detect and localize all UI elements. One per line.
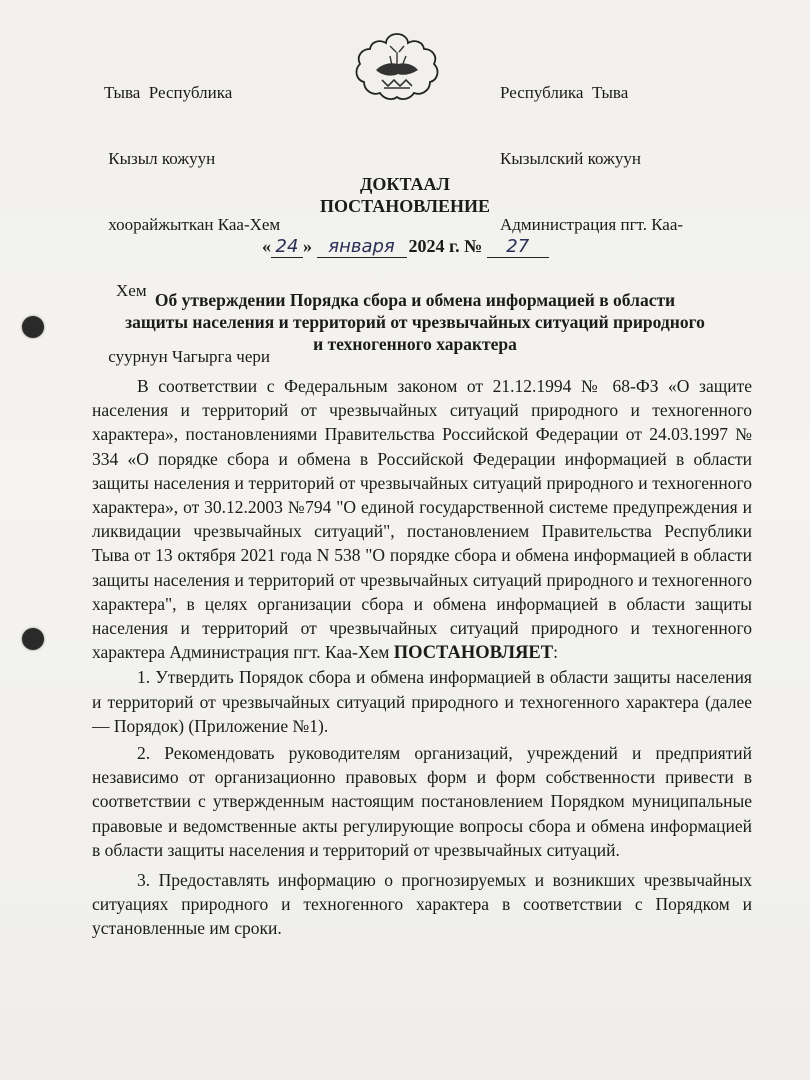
date-day-handwritten: 24	[271, 236, 303, 258]
header-right-line: Республика Тыва	[500, 83, 629, 102]
header-left-line: Кызыл кожуун	[104, 149, 216, 168]
header-left-line: Тыва Республика	[104, 83, 233, 102]
header-left-block	[104, 38, 280, 412]
decree-number-handwritten: 27	[487, 236, 549, 258]
decree-item-3: 3. Предоставлять информацию о прогнозируемых и возникших чрезвычайных ситуациях природного и техногенного характера в соответствии с Порядком и установленные им сроки.	[92, 870, 752, 939]
date-close-quote: »	[303, 236, 312, 256]
subject-line: Об утверждении Порядка сбора и обмена информацией в области	[154, 290, 676, 310]
preamble-paragraph	[92, 374, 752, 665]
document-title-russian: ПОСТАНОВЛЕНИЕ	[319, 196, 491, 216]
header-right-line: Кызылский кожуун	[500, 149, 641, 168]
header-left-line: хоорайжыткан Каа-Хем	[104, 215, 281, 234]
header-left-line: суурнун Чагырга чери	[104, 347, 270, 366]
tuva-coat-of-arms-icon	[352, 30, 442, 102]
document-title-tuvan: ДОКТААЛ	[360, 174, 450, 194]
decree-word: ПОСТАНОВЛЯЕТ	[393, 643, 554, 664]
decree-body	[92, 374, 752, 941]
decree-item-1: 1. Утвердить Порядок сбора и обмена информацией в области защиты населения и территорий от чрезвычайных ситуаций природного и техногенного характера (далее — Порядок) (Приложение №1).	[92, 667, 752, 736]
punch-hole	[22, 628, 44, 650]
decree-item-2: 2. Рекомендовать руководителям организаций, учреждений и предприятий независимо от организационно правовых форм и форм собственности привести в соответствии с утвержденным настоящим постановлением Порядком муниципальные правовые и ведомственные акты регулирующие вопросы сбора и обмена информацией в области защиты населения и территорий от чрезвычайных ситуаций.	[92, 743, 752, 860]
date-number-line	[262, 236, 549, 258]
date-open-quote: «	[262, 236, 271, 256]
decree-subject	[80, 289, 750, 355]
preamble-text: В соответствии с Федеральным законом от 21.12.1994 № 68-ФЗ «О защите населения и территорий от чрезвычайных ситуаций природного и техногенного характера», постановлениями Правительства Российской Федерации от 24.03.1997 № 334 «О порядке сбора и обмена в Российской Федерации информацией в области защиты населения и территорий от чрезвычайных ситуаций природного и техногенного характера», от 30.12.2003 №794 "О единой государственной системе предупреждения и ликвидации чрезвычайных ситуаций", постановлением Правительства Республики Тыва от 13 октября 2021 года N 538 "О порядке сбора и обмена информацией в области защиты населения и территорий от чрезвычайных ситуаций природного и техногенного характера", в целях организации сбора и обмена информацией в области защиты населения и территорий от чрезвычайных ситуаций природного и техногенного характера Администрация пгт. Каа-Хем	[92, 376, 752, 663]
date-year-label: 2024 г. №	[408, 236, 483, 256]
punch-hole	[22, 316, 44, 338]
subject-line: и техногенного характера	[313, 334, 517, 354]
header-right-line: Администрация пгт. Каа-	[500, 215, 684, 234]
decree-colon: :	[553, 642, 558, 663]
subject-line: защиты населения и территорий от чрезвычайных ситуаций природного	[125, 312, 705, 332]
date-month-handwritten: января	[317, 236, 407, 258]
header-left-line: Хем	[116, 281, 147, 300]
